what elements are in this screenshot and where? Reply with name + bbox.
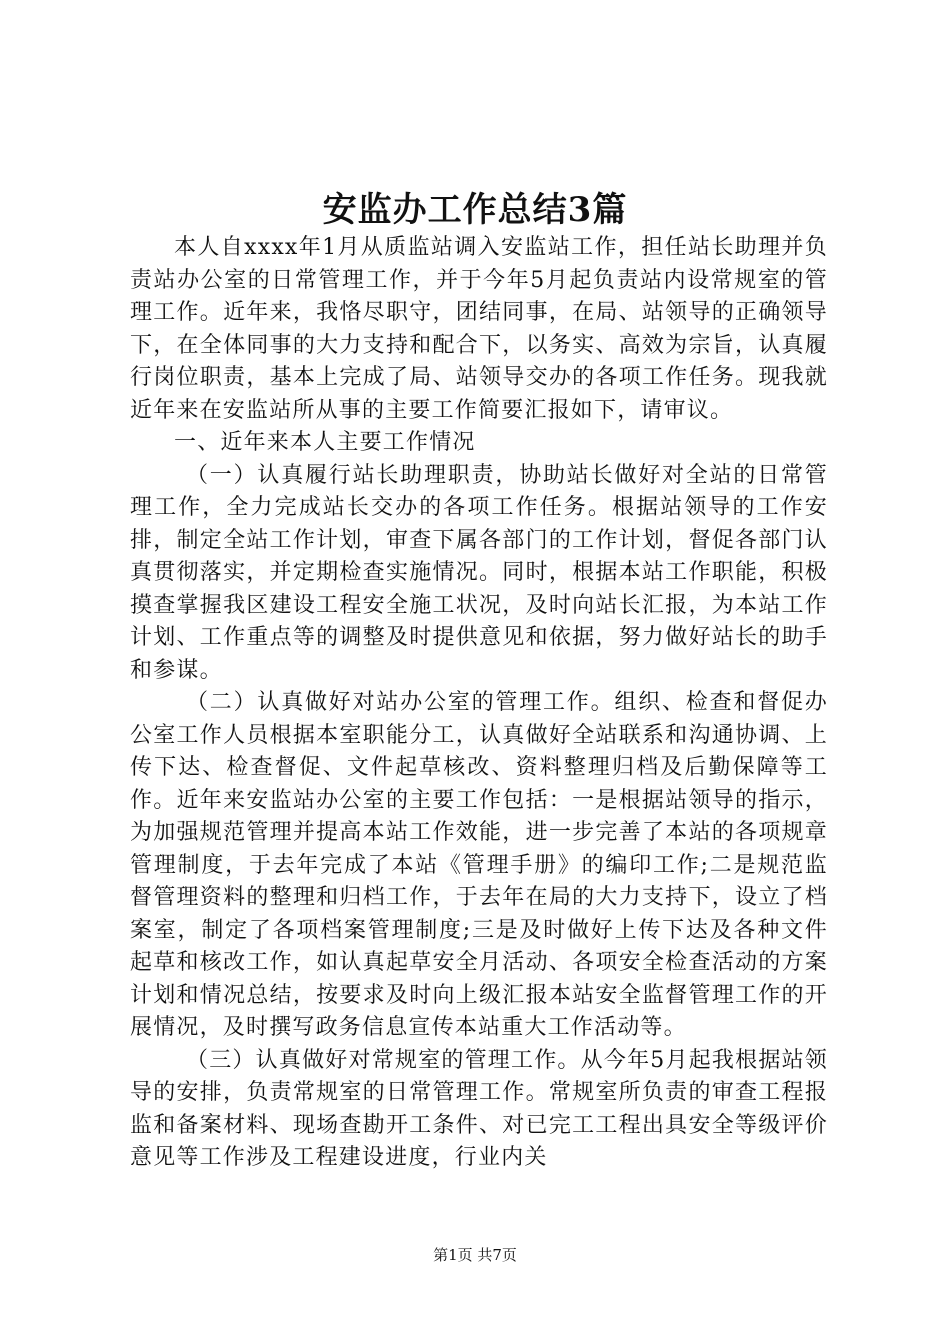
section-heading: 一、近年来本人主要工作情况	[174, 430, 476, 455]
page-footer: 第1页 共7页	[433, 1246, 517, 1264]
paragraph-item-2: （二）认真做好对站办公室的管理工作。组织、检查和督促办公室工作人员根据本室职能分工，认真做好全站联系和沟通协调、上传下达、检查督促、文件起草核改、资料整理归档及后勤保障等工作。近年来安监站办公室的主要工作包括：一是根据站领导的指示，为加强规范管理并提高本站工作效能，进一步完善了本站的各项规章管理制度，于去年完成了本站《管理手册》的编印工作;二是规范监督管理资料的整理和归档工作，于去年在局的大力支持下，设立了档案室，制定了各项档案管理制度;三是及时做好上传下达及各种文件起草和核改工作，如认真起草安全月活动、各项安全检查活动的方案计划和情况总结，按要求及时向上级汇报本站安全监督管理工作的开展情况，及时撰写政务信息宣传本站重大工作活动等。	[130, 690, 828, 1040]
paragraph-intro: 本人自xxxx年1月从质监站调入安监站工作，担任站长助理并负责站办公室的日常管理工作，并于今年5月起负责站内设常规室的管理工作。近年来，我恪尽职守，团结同事，在局、站领导的正确领导下，在全体同事的大力支持和配合下，以务实、高效为宗旨，认真履行岗位职责，基本上完成了局、站领导交办的各项工作任务。现我就近年来在安监站所从事的主要工作简要汇报如下，请审议。	[130, 235, 828, 423]
paragraph-item-1: （一）认真履行站长助理职责，协助站长做好对全站的日常管理工作，全力完成站长交办的各项工作任务。根据站领导的工作安排，制定全站工作计划，审查下属各部门的工作计划，督促各部门认真贯彻落实，并定期检查实施情况。同时，根据本站工作职能，积极摸查掌握我区建设工程安全施工状况，及时向站长汇报，为本站工作计划、工作重点等的调整及时提供意见和依据，努力做好站长的助手和参谋。	[130, 462, 828, 683]
paragraph-item-3: （三）认真做好对常规室的管理工作。从今年5月起我根据站领导的安排，负责常规室的日常管理工作。常规室所负责的审查工程报监和备案材料、现场查勘开工条件、对已完工工程出具安全等级评价意见等工作涉及工程建设进度，行业内关	[130, 1047, 828, 1170]
document-body	[130, 232, 828, 1175]
document-title: 安监办工作总结3篇	[322, 190, 628, 230]
